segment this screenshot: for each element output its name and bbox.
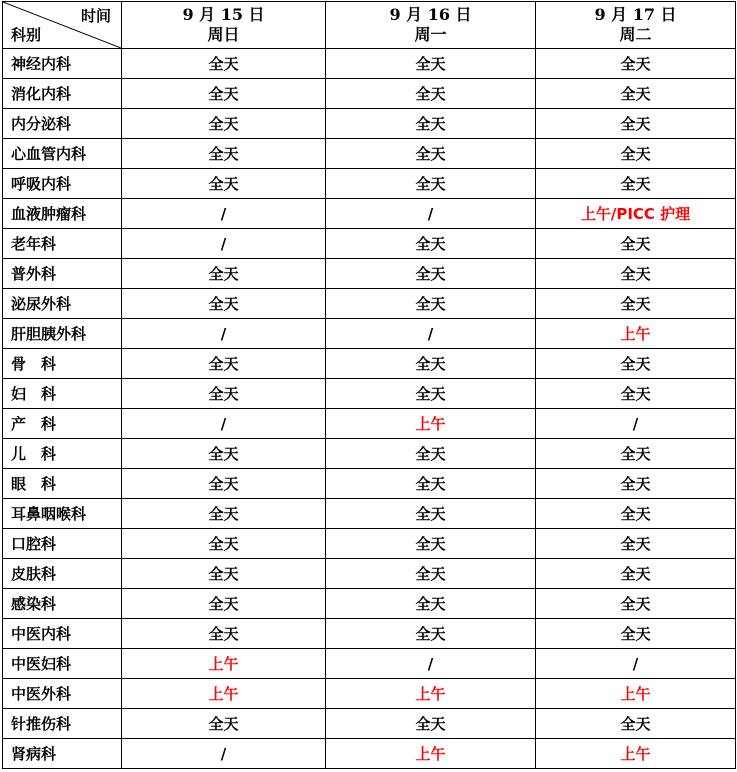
schedule-cell: 全天 (122, 49, 326, 79)
table-row (3, 499, 736, 529)
department-cell: 妇 科 (3, 379, 122, 409)
department-cell: 耳鼻咽喉科 (3, 499, 122, 529)
department-cell: 儿 科 (3, 439, 122, 469)
schedule-cell: 全天 (536, 49, 736, 79)
corner-header-cell (3, 2, 122, 49)
schedule-cell: 上午 (326, 739, 536, 769)
schedule-body (3, 49, 736, 769)
schedule-cell: 全天 (326, 559, 536, 589)
department-cell: 老年科 (3, 229, 122, 259)
table-row (3, 529, 736, 559)
schedule-cell: 全天 (122, 529, 326, 559)
schedule-cell: 全天 (536, 259, 736, 289)
schedule-cell: 全天 (122, 709, 326, 739)
schedule-cell: / (122, 199, 326, 229)
day-date: 9 月 17 日 (594, 5, 677, 24)
schedule-cell: 全天 (326, 469, 536, 499)
department-cell: 血液肿瘤科 (3, 199, 122, 229)
schedule-cell: 全天 (326, 79, 536, 109)
schedule-cell: 上午 (536, 319, 736, 349)
table-row (3, 349, 736, 379)
table-row (3, 559, 736, 589)
schedule-cell: 全天 (326, 709, 536, 739)
schedule-cell: 上午 (326, 409, 536, 439)
department-cell: 针推伤科 (3, 709, 122, 739)
table-row (3, 379, 736, 409)
schedule-cell: 全天 (536, 349, 736, 379)
department-cell: 皮肤科 (3, 559, 122, 589)
table-row (3, 409, 736, 439)
department-cell: 中医外科 (3, 679, 122, 709)
table-row (3, 229, 736, 259)
department-cell: 肝胆胰外科 (3, 319, 122, 349)
schedule-cell: 全天 (326, 349, 536, 379)
table-row (3, 619, 736, 649)
table-row (3, 199, 736, 229)
day-date: 9 月 16 日 (389, 5, 472, 24)
schedule-cell: 全天 (326, 589, 536, 619)
table-row (3, 739, 736, 769)
department-cell: 眼 科 (3, 469, 122, 499)
table-row (3, 49, 736, 79)
schedule-cell: 全天 (536, 439, 736, 469)
department-cell: 神经内科 (3, 49, 122, 79)
schedule-cell: 全天 (326, 379, 536, 409)
table-row (3, 259, 736, 289)
schedule-cell: 全天 (326, 109, 536, 139)
table-row (3, 109, 736, 139)
schedule-cell: 全天 (536, 559, 736, 589)
table-row (3, 679, 736, 709)
schedule-cell: 全天 (326, 229, 536, 259)
day-weekday: 周日 (207, 25, 240, 44)
day-weekday: 周一 (414, 25, 447, 44)
schedule-cell: 全天 (122, 439, 326, 469)
schedule-cell: 全天 (536, 169, 736, 199)
schedule-cell: 全天 (326, 529, 536, 559)
schedule-cell: 全天 (122, 349, 326, 379)
schedule-cell: 全天 (326, 439, 536, 469)
schedule-cell: 全天 (536, 619, 736, 649)
schedule-cell: 全天 (536, 379, 736, 409)
schedule-cell: 上午 (536, 739, 736, 769)
schedule-cell: 全天 (122, 109, 326, 139)
corner-label-time: 时间 (80, 7, 111, 25)
department-cell: 消化内科 (3, 79, 122, 109)
table-row (3, 649, 736, 679)
schedule-cell: 全天 (122, 619, 326, 649)
schedule-cell: 上午/PICC 护理 (536, 199, 736, 229)
corner-label-dept: 科别 (11, 26, 42, 44)
table-row (3, 319, 736, 349)
schedule-cell: 全天 (536, 139, 736, 169)
schedule-cell: / (326, 649, 536, 679)
table-row (3, 709, 736, 739)
schedule-cell: / (122, 409, 326, 439)
schedule-cell: 上午 (326, 679, 536, 709)
schedule-cell: / (122, 319, 326, 349)
department-cell: 普外科 (3, 259, 122, 289)
department-cell: 内分泌科 (3, 109, 122, 139)
day-header-cell (536, 2, 736, 49)
table-row (3, 439, 736, 469)
table-row (3, 79, 736, 109)
department-cell: 感染科 (3, 589, 122, 619)
department-cell: 中医内科 (3, 619, 122, 649)
schedule-cell: / (122, 739, 326, 769)
schedule-cell: 全天 (536, 289, 736, 319)
header-row (3, 2, 736, 49)
department-cell: 心血管内科 (3, 139, 122, 169)
table-row (3, 139, 736, 169)
schedule-cell: 全天 (536, 589, 736, 619)
day-header-cell (326, 2, 536, 49)
schedule-cell: 全天 (326, 289, 536, 319)
schedule-cell: 全天 (326, 139, 536, 169)
schedule-cell: 全天 (122, 589, 326, 619)
day-date: 9 月 15 日 (182, 5, 265, 24)
schedule-cell: 全天 (536, 79, 736, 109)
schedule-cell: 全天 (536, 709, 736, 739)
schedule-cell: 全天 (122, 259, 326, 289)
schedule-cell: 全天 (122, 469, 326, 499)
day-header-cell (122, 2, 326, 49)
schedule-cell: 全天 (536, 109, 736, 139)
day-weekday: 周二 (619, 25, 652, 44)
schedule-cell: 全天 (122, 499, 326, 529)
schedule-cell: / (536, 649, 736, 679)
schedule-cell: 全天 (122, 79, 326, 109)
table-row (3, 589, 736, 619)
schedule-cell: 全天 (122, 169, 326, 199)
schedule-cell: 全天 (326, 619, 536, 649)
department-cell: 呼吸内科 (3, 169, 122, 199)
schedule-cell: / (326, 199, 536, 229)
department-cell: 肾病科 (3, 739, 122, 769)
schedule-cell: 全天 (326, 499, 536, 529)
schedule-cell: 全天 (536, 469, 736, 499)
schedule-cell: 上午 (122, 649, 326, 679)
department-cell: 产 科 (3, 409, 122, 439)
department-cell: 骨 科 (3, 349, 122, 379)
schedule-cell: 全天 (122, 289, 326, 319)
table-row (3, 289, 736, 319)
department-cell: 中医妇科 (3, 649, 122, 679)
schedule-cell: 全天 (326, 259, 536, 289)
schedule-cell: 全天 (326, 49, 536, 79)
schedule-table (2, 1, 736, 769)
schedule-cell: / (122, 229, 326, 259)
department-cell: 口腔科 (3, 529, 122, 559)
table-row (3, 469, 736, 499)
schedule-cell: 全天 (536, 229, 736, 259)
schedule-cell: 全天 (122, 559, 326, 589)
table-row (3, 169, 736, 199)
schedule-cell: 全天 (536, 529, 736, 559)
schedule-cell: 上午 (122, 679, 326, 709)
schedule-cell: / (326, 319, 536, 349)
schedule-cell: 全天 (536, 499, 736, 529)
schedule-cell: 全天 (122, 379, 326, 409)
schedule-cell: / (536, 409, 736, 439)
schedule-cell: 全天 (326, 169, 536, 199)
schedule-cell: 全天 (122, 139, 326, 169)
department-cell: 泌尿外科 (3, 289, 122, 319)
schedule-cell: 上午 (536, 679, 736, 709)
